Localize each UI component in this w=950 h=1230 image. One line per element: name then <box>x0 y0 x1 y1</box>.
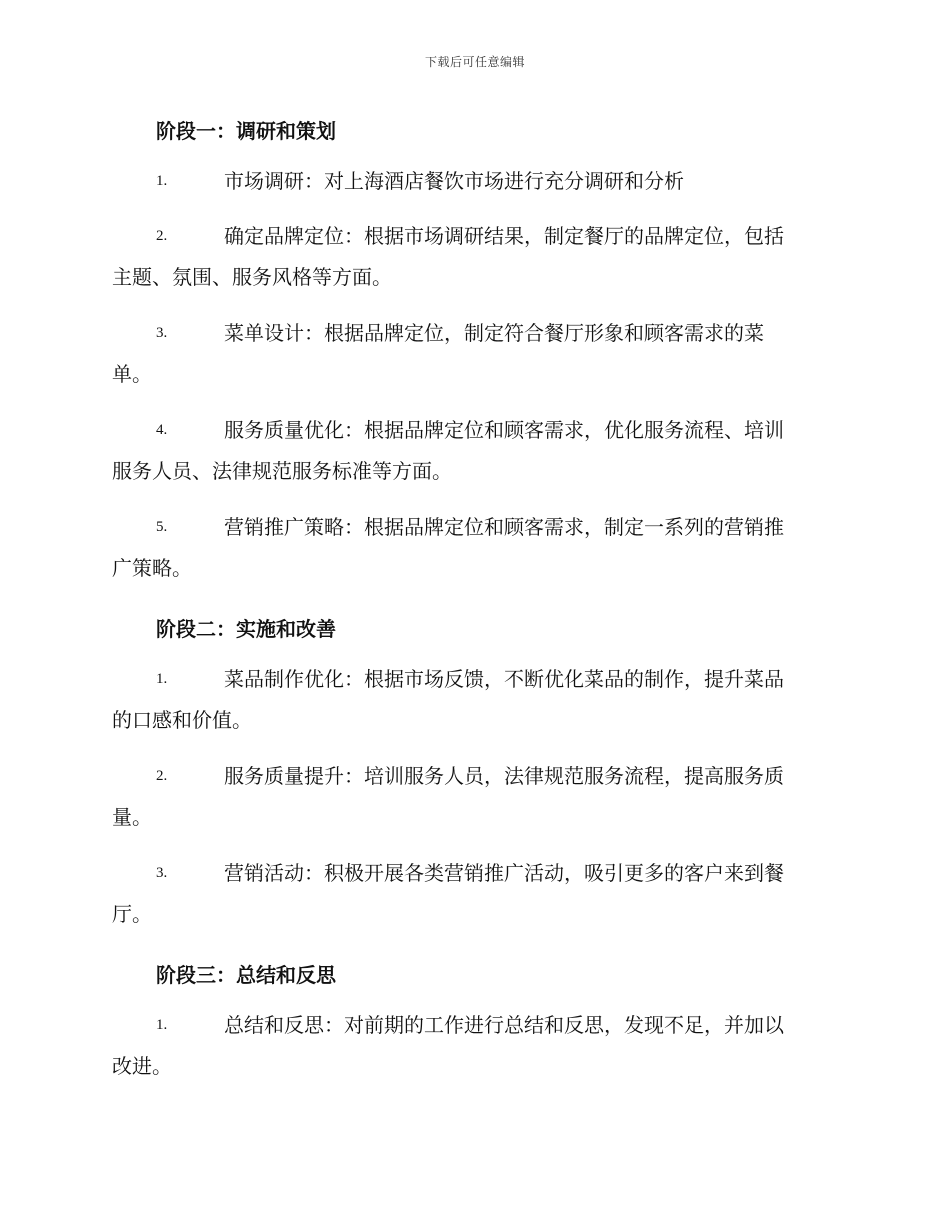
stage-1-item-3 <box>112 313 837 395</box>
item-text-continued: 厅。 <box>112 902 152 926</box>
stage-1-item-5 <box>112 507 837 589</box>
item-text: 营销活动：积极开展各类营销推广活动，吸引更多的客户来到餐 <box>224 861 784 885</box>
stage-2-item-3 <box>112 853 837 935</box>
page-header-note: 下载后可任意编辑 <box>424 55 525 69</box>
item-number: 5. <box>156 519 168 535</box>
item-text-continued: 改进。 <box>112 1054 172 1078</box>
item-text: 服务质量提升：培训服务人员，法律规范服务流程，提高服务质 <box>224 764 784 788</box>
item-number: 3. <box>156 325 168 341</box>
item-text: 确定品牌定位：根据市场调研结果，制定餐厅的品牌定位，包括 <box>224 224 784 248</box>
stage-2-item-1 <box>112 659 837 741</box>
stage-3-item-1 <box>112 1005 837 1087</box>
stage-2-item-2 <box>112 756 837 838</box>
stage-3-heading: 阶段三：总结和反思 <box>156 963 336 987</box>
stage-1-heading: 阶段一：调研和策划 <box>156 119 336 143</box>
item-text-continued: 量。 <box>112 805 152 829</box>
item-number: 3. <box>156 865 168 881</box>
stage-1-item-4 <box>112 410 837 492</box>
item-number: 4. <box>156 422 168 438</box>
item-text-continued: 广策略。 <box>112 556 192 580</box>
item-text: 营销推广策略：根据品牌定位和顾客需求，制定一系列的营销推 <box>224 515 784 539</box>
item-text: 总结和反思：对前期的工作进行总结和反思，发现不足，并加以 <box>224 1013 784 1037</box>
item-text: 菜品制作优化：根据市场反馈，不断优化菜品的制作，提升菜品 <box>224 667 784 691</box>
item-text-continued: 服务人员、法律规范服务标准等方面。 <box>112 459 452 483</box>
item-text: 菜单设计：根据品牌定位，制定符合餐厅形象和顾客需求的菜 <box>224 321 764 345</box>
item-number: 1. <box>156 1017 168 1033</box>
item-text: 服务质量优化：根据品牌定位和顾客需求，优化服务流程、培训 <box>224 418 784 442</box>
stage-1-item-1 <box>112 161 837 202</box>
item-text-continued: 的口感和价值。 <box>112 708 252 732</box>
item-number: 2. <box>156 228 168 244</box>
item-text-continued: 单。 <box>112 362 152 386</box>
item-number: 2. <box>156 768 168 784</box>
stage-2-heading: 阶段二：实施和改善 <box>156 617 336 641</box>
item-number: 1. <box>156 671 168 687</box>
item-text-continued: 主题、氛围、服务风格等方面。 <box>112 265 392 289</box>
item-number: 1. <box>156 173 168 189</box>
item-text: 市场调研：对上海酒店餐饮市场进行充分调研和分析 <box>224 169 684 193</box>
stage-1-item-2 <box>112 216 837 298</box>
